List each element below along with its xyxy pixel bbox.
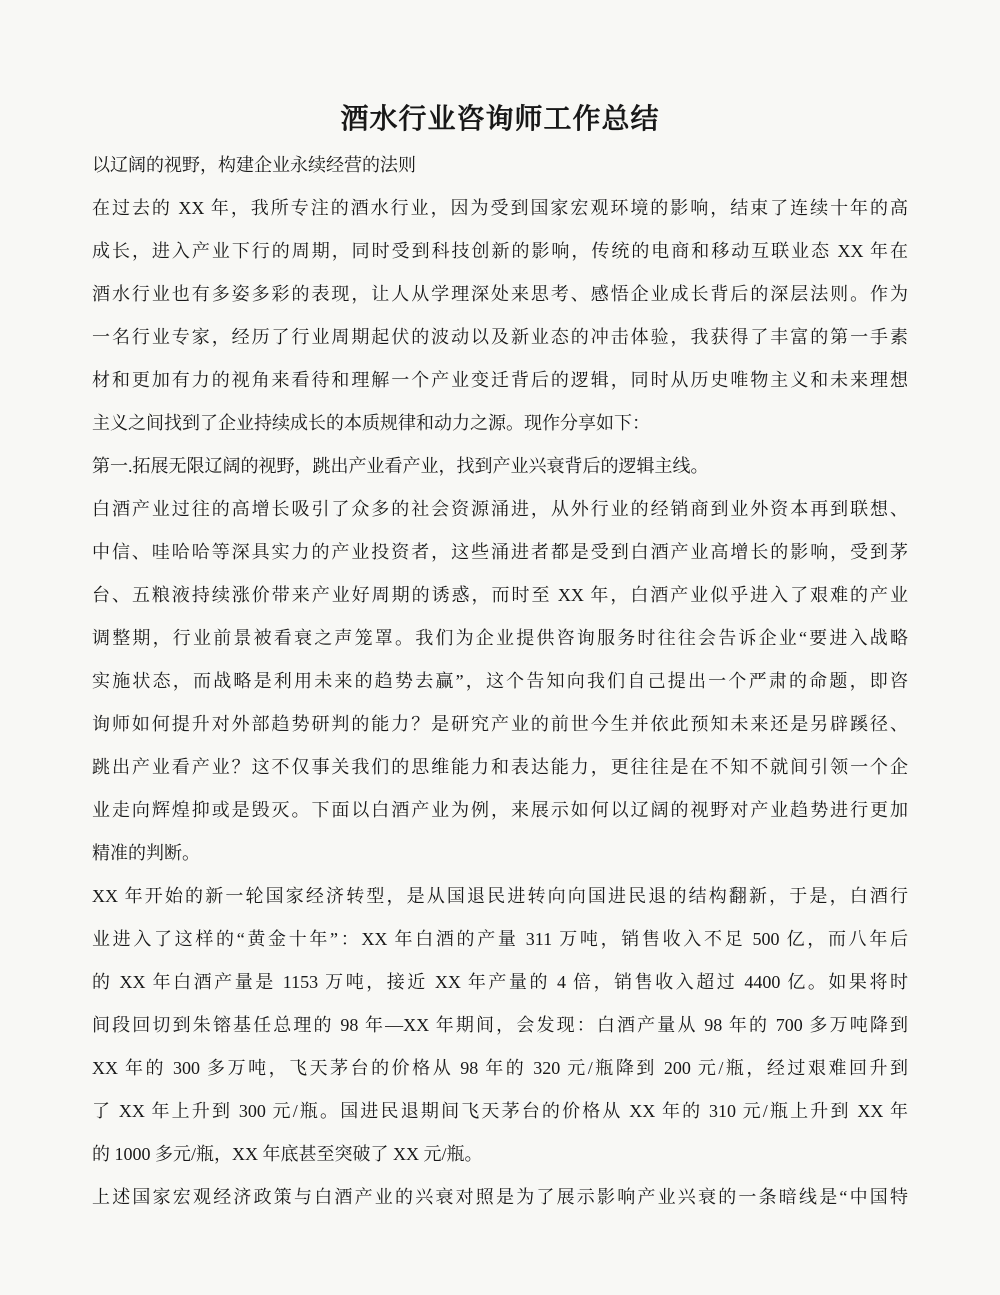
text-line: 间段回切到朱镕基任总理的 98 年—XX 年期间，会发现：白酒产量从 98 年的 700 多万吨降到 <box>92 1015 908 1035</box>
text-line: XX 年开始的新一轮国家经济转型，是从国退民进转向向国进民退的结构翻新，于是，白酒行 <box>92 886 908 906</box>
text-line: 一名行业专家，经历了行业周期起伏的波动以及新业态的冲击体验，我获得了丰富的第一手素 <box>92 327 908 347</box>
text-line: 的 XX 年白酒产量是 1153 万吨，接近 XX 年产量的 4 倍，销售收入超过 4400 亿。如果将时 <box>92 972 908 992</box>
paragraph-point-one-heading <box>92 445 908 488</box>
text-line: 第一.拓展无限辽阔的视野，跳出产业看产业，找到产业兴衰背后的逻辑主线。 <box>92 456 709 476</box>
text-line: 在过去的 XX 年，我所专注的酒水行业，因为受到国家宏观环境的影响，结束了连续十年的高 <box>92 198 908 218</box>
text-line: 询师如何提升对外部趋势研判的能力？是研究产业的前世今生并依此预知未来还是另辟蹊径、 <box>92 714 908 734</box>
document-subtitle: 以辽阔的视野，构建企业永续经营的法则 <box>92 155 416 175</box>
text-line: XX 年的 300 多万吨，飞天茅台的价格从 98 年的 320 元/瓶降到 200 元/瓶，经过艰难回升到 <box>92 1058 908 1078</box>
text-line: 台、五粮液持续涨价带来产业好周期的诱惑，而时至 XX 年，白酒产业似乎进入了艰难的产业 <box>92 585 908 605</box>
paragraph-golden-decade <box>92 875 908 1176</box>
document-title: 酒水行业咨询师工作总结 <box>340 104 660 135</box>
text-line: 主义之间找到了企业持续成长的本质规律和动力之源。现作分享如下： <box>92 413 650 433</box>
text-line: 业走向辉煌抑或是毁灭。下面以白酒产业为例，来展示如何以辽阔的视野对产业趋势进行更加 <box>92 800 908 820</box>
text-line: 中信、哇哈哈等深具实力的产业投资者，这些涌进者都是受到白酒产业高增长的影响，受到茅 <box>92 542 908 562</box>
text-line: 调整期，行业前景被看衰之声笼罩。我们为企业提供咨询服务时往往会告诉企业“要进入战略 <box>92 628 908 648</box>
text-line: 酒水行业也有多姿多彩的表现，让人从学理深处来思考、感悟企业成长背后的深层法则。作为 <box>92 284 908 304</box>
text-line: 了 XX 年上升到 300 元/瓶。国进民退期间飞天茅台的价格从 XX 年的 310 元/瓶上升到 XX 年 <box>92 1101 908 1121</box>
paragraph-macro-contrast <box>92 1176 908 1219</box>
text-line: 材和更加有力的视角来看待和理解一个产业变迁背后的逻辑，同时从历史唯物主义和未来理想 <box>92 370 908 390</box>
document-body <box>92 187 908 1219</box>
paragraph-intro <box>92 187 908 445</box>
text-line: 白酒产业过往的高增长吸引了众多的社会资源涌进，从外行业的经销商到业外资本再到联想、 <box>92 499 908 519</box>
paragraph-industry-view <box>92 488 908 875</box>
text-line: 的 1000 多元/瓶，XX 年底甚至突破了 XX 元/瓶。 <box>92 1144 483 1164</box>
text-line: 实施状态，而战略是利用未来的趋势去赢”，这个告知向我们自己提出一个严肃的命题，即咨 <box>92 671 908 691</box>
text-line: 精准的判断。 <box>92 843 200 863</box>
text-line: 成长，进入产业下行的周期，同时受到科技创新的影响，传统的电商和移动互联业态 XX 年在 <box>92 241 908 261</box>
text-line: 跳出产业看产业？这不仅事关我们的思维能力和表达能力，更往往是在不知不就间引领一个企 <box>92 757 908 777</box>
text-line: 业进入了这样的“黄金十年”：XX 年白酒的产量 311 万吨，销售收入不足 500 亿，而八年后 <box>92 929 908 949</box>
text-line: 上述国家宏观经济政策与白酒产业的兴衰对照是为了展示影响产业兴衰的一条暗线是“中国特 <box>92 1187 908 1207</box>
